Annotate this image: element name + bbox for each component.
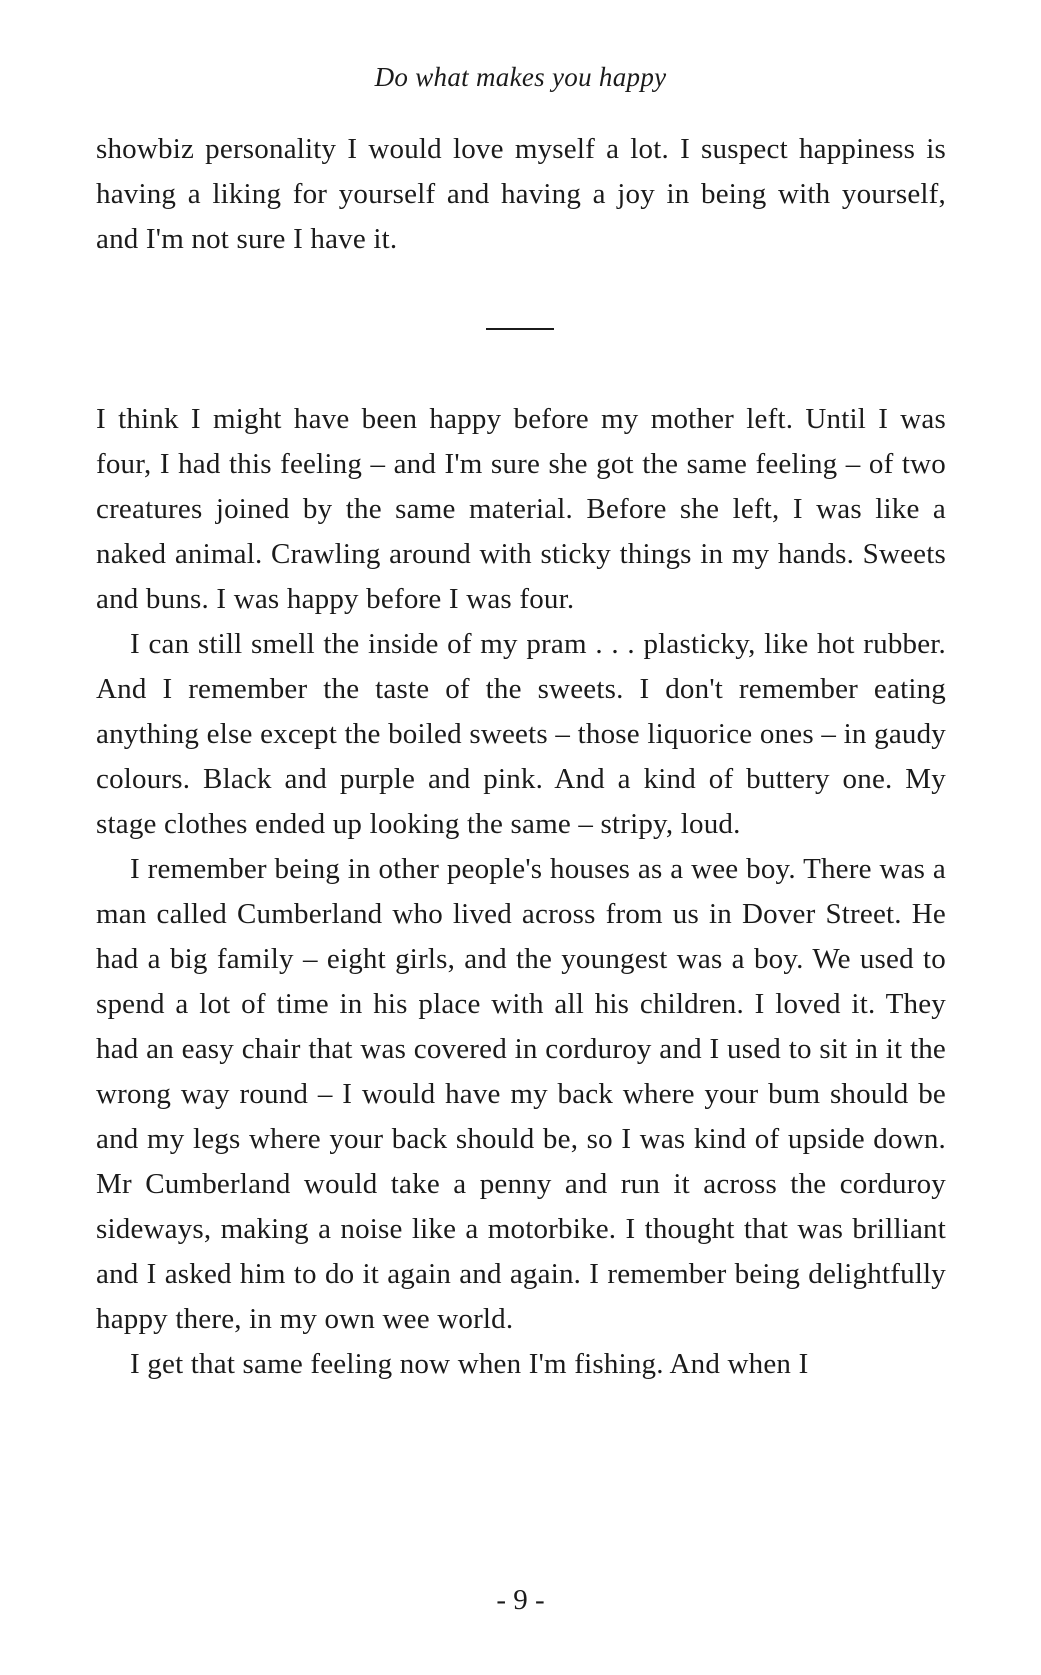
- paragraph-3: I remember being in other people's houses as a wee boy. There was a man called Cumberland who lived across from us in Dover Street. He had a big family – eight girls, and the youngest was a boy. We used to spend a lot of time in his place with all his children. I loved it. They had an easy chair that was covered in corduroy and I used to sit in it the wrong way round – I would have my back where your bum should be and my legs where your back should be, so I was kind of upside down. Mr Cumberland would take a penny and run it across the corduroy sideways, making a noise like a motorbike. I thought that was brilliant and I asked him to do it again and again. I remember being delightfully happy there, in my own wee world.: [96, 853, 946, 1335]
- paragraph-continued: showbiz personality I would love myself a lot. I suspect happiness is having a liking for yourself and having a joy in being with yourself, and I'm not sure I have it.: [96, 133, 946, 255]
- text-block-main: [96, 397, 946, 1387]
- paragraph-2: I can still smell the inside of my pram . . . plasticky, like hot rubber. And I remember the taste of the sweets. I don't remember eating anything else except the boiled sweets – those liquorice ones – in gaudy colours. Black and purple and pink. And a kind of buttery one. My stage clothes ended up looking the same – stripy, loud.: [96, 628, 946, 840]
- page-number: - 9 -: [496, 1584, 545, 1616]
- running-head: Do what makes you happy: [374, 62, 667, 92]
- paragraph-1: I think I might have been happy before my mother left. Until I was four, I had this feeling – and I'm sure she got the same feeling – of two creatures joined by the same material. Before she left, I was like a naked animal. Crawling around with sticky things in my hands. Sweets and buns. I was happy before I was four.: [96, 403, 946, 615]
- text-block-top: [96, 127, 946, 262]
- paragraph-4: I get that same feeling now when I'm fishing. And when I: [130, 1348, 809, 1380]
- section-break-rule: [486, 328, 554, 330]
